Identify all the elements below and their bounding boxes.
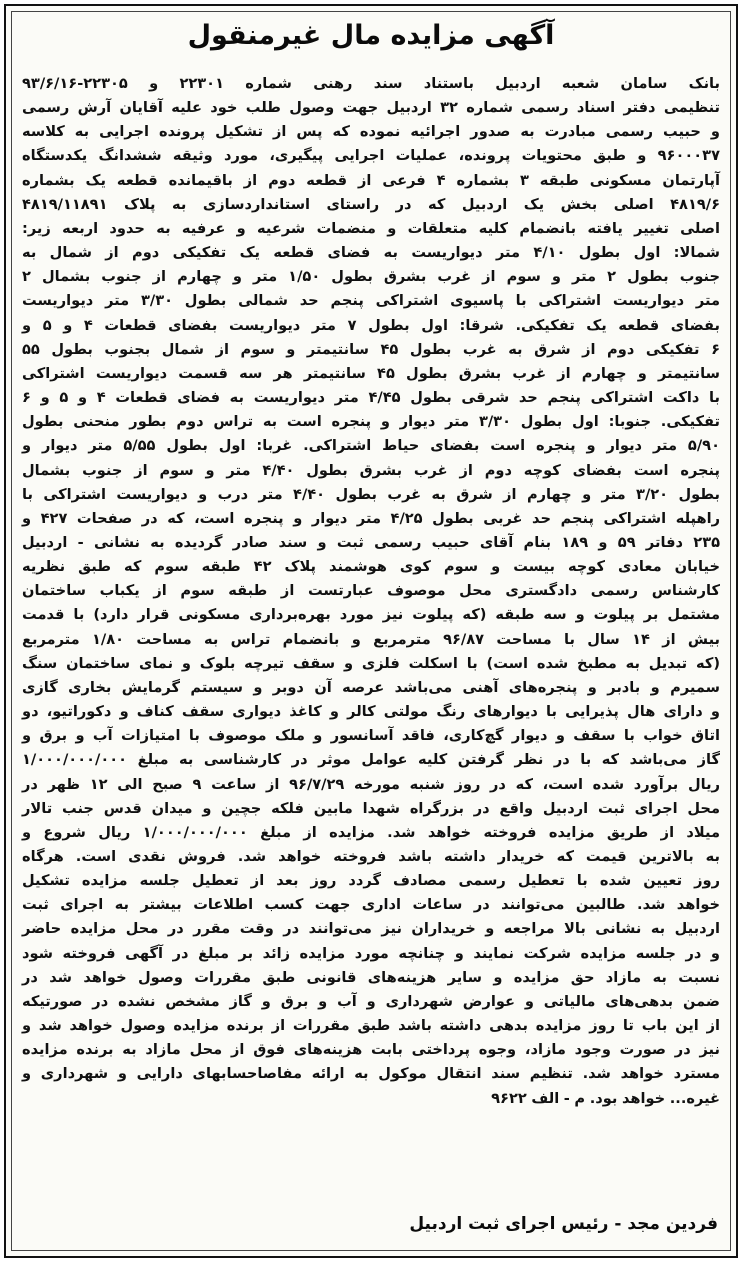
body-line: مسترد خواهد شد. تنظیم سند انتقال موکول به ارائه مفاصاحسابهای دارایی و شهرداری و — [22, 1065, 720, 1083]
body-line: ۶ تفکیکی دوم از شرق به غرب بطول ۴۵ سانتیمتر و سوم از شمال بجنوب بطول ۵۵ — [22, 340, 721, 358]
body-line: ضمن بدهی‌های مالیاتی و عوارض شهرداری و آب و برق و گاز مشخص نشده در صورتیکه — [22, 992, 720, 1010]
body-line: ۵/۹۰ متر دیوار و پنجره است بفضای حیاط اشتراکی. غربا: اول بطول ۵/۵۵ متر دیوار و — [22, 437, 720, 455]
body-line: اتاق خواب با سقف و دیوار گچ‌کاری، فاقد آسانسور و ملک موصوف با امتیازات آب و برق و — [22, 727, 720, 745]
body-line: ریال برآورد شده است، که در روز شنبه مورخه ۹۶/۷/۲۹ از ساعت ۹ صبح الی ۱۲ ظهر در — [22, 775, 720, 793]
notice-body — [22, 72, 720, 1111]
body-line: سمیرم و بادبر و پنجره‌های آهنی می‌باشد عرصه آن دوبر و سیستم گرمایش بخاری گازی — [22, 678, 720, 696]
notice-frame — [4, 4, 738, 1258]
body-line: جنوب بطول ۲ متر و سوم از غرب بشرق بطول ۱/۵۰ متر و چهارم از جنوب بشمال ۲ — [22, 268, 720, 286]
signature: فردین مجد - رئیس اجرای ثبت اردبیل — [409, 1214, 718, 1234]
body-line: غیره... خواهد بود. م - الف ۹۶۲۲ — [491, 1089, 720, 1107]
body-line: به بالاترین قیمت که خریدار داشته باشد فروخته خواهد شد. فروش نقدی است. هرگاه — [22, 848, 720, 865]
body-line: و در جلسه مزایده شرکت نمایند و چنانچه مورد مزایده زائد بر مبلغ در آگهی فروخته شود — [22, 944, 720, 962]
body-line: اردبیل به نشانی بالا مراجعه و خریداران نیز می‌توانند در وقت مقرر در محل مزایده حاضر — [22, 920, 720, 938]
body-line: خواهد شد. طالبین می‌توانند در ساعات اداری جهت کسب اطلاعات بیشتر به اجرای ثبت — [22, 896, 720, 914]
body-line: از این باب تا روز مزایده بدهی داشته باشد طبق مقررات از برنده مزایده وصول خواهد شد و — [22, 1017, 720, 1035]
body-line: تفکیکی. جنوبا: اول بطول ۳/۳۰ متر دیوار و پنجره است به تراس دوم بطور منحنی بطول — [22, 413, 720, 431]
body-line: روز تعیین شده با تعطیل رسمی مصادف گردد روز بعد از تعطیل جلسه مزایده تشکیل — [22, 872, 720, 890]
body-line: متر دیواریست اشتراکی با پاسیوی اشتراکی پنجم حد شمالی بطول ۳/۳۰ متر دیواریست — [22, 292, 720, 310]
body-line: بطول ۳/۲۰ متر و چهارم از شرق به غرب بطول ۴/۴۰ متر درب و دیواریست اشتراکی با — [22, 485, 721, 503]
body-line: اصلی تغییر یافته بانضمام کلیه متعلقات و منضمات شرعیه و عرفیه به حدود اربعه زیر: — [22, 219, 720, 237]
body-line: محل اجرای ثبت اردبیل واقع در بزرگراه شهدا مابین فلکه جچین و میدان قدس جنب تالار — [22, 799, 720, 817]
body-line: آپارتمان مسکونی طبقه ۳ بشماره ۴ فرعی از قطعه دوم از باقیمانده قطعه یک بشماره — [22, 171, 720, 189]
body-line: با داکت اشتراکی پنجم حد شرقی بطول ۴/۴۵ متر دیواریست به فضای قطعات ۴ و ۵ و ۶ — [22, 389, 720, 407]
body-line: راهپله اشتراکی پنجم حد غربی بطول ۴/۲۵ متر دیوار و پنجره است، که در صفحات ۴۲۷ و — [22, 509, 721, 527]
body-line: ۹۶۰۰۰۳۷ و طبق محتویات پرونده، عملیات اجرایی پیگیری، مورد وثیقه ششدانگ یکدستگاه — [22, 147, 720, 165]
body-line: و دارای هال پذیرایی با دیوارهای رنگ مولتی کالر و کاغذ دیواری سقف کناف و دکوراتیو، دو — [22, 703, 720, 721]
body-line: بیش از ۱۴ سال با مساحت ۹۶/۸۷ مترمربع و بانضمام تراس به مساحت ۱/۸۰ مترمربع — [22, 630, 721, 648]
notice-title: آگهی مزایده مال غیرمنقول — [187, 20, 555, 51]
body-line: میلاد از طریق مزایده فروخته خواهد شد. مزایده از مبلغ ۱/۰۰۰/۰۰۰/۰۰۰ ریال شروع و — [22, 823, 720, 841]
body-line: گاز می‌باشد که با در نظر گرفتن کلیه عوامل موثر در کارشناسی به مبلغ ۱/۰۰۰/۰۰۰/۰۰۰ — [22, 751, 720, 769]
body-line: بفضای قطعه یک تفکیکی. شرقا: اول بطول ۷ متر دیواریست بفضای قطعات ۴ و ۵ و — [22, 316, 720, 334]
body-line: ۲۳۵ دفاتر ۵۹ و ۱۸۹ بنام آقای حبیب رسمی ثبت و سند صادر گردیده به نشانی - اردبیل — [22, 533, 721, 551]
body-line: پنجره است بفضای کوچه دوم از غرب بشرق بطول ۴/۴۰ متر و سوم از جنوب بشمال — [22, 461, 720, 479]
body-line: تنظیمی دفتر اسناد رسمی شماره ۳۲ اردبیل جهت وصول طلب خود علیه آقایان آرش رسمی — [22, 99, 721, 117]
body-line: مشتمل بر پیلوت و سه طبقه (که پیلوت نیز مورد بهره‌برداری مسکونی قرار دارد) با قدمت — [22, 606, 720, 624]
body-line: و حبیب رسمی مبادرت به صدور اجرائیه نموده که پس از تشکیل پرونده اجرایی به کلاسه — [22, 123, 720, 141]
body-line: خیابان معادی کوچه بیست و سوم کوی هوشمند پلاک ۴۲ طبقه سوم که طبق نظریه — [22, 558, 720, 576]
body-line: کارشناس رسمی دادگستری محل موصوف عبارتست از طبقه سوم از یکباب ساختمان — [22, 582, 720, 600]
body-line: نسبت به مازاد حق مزایده و سایر هزینه‌های قانونی طبق مقررات وصول خواهد شد در — [22, 968, 720, 986]
body-line: (که تبدیل به مطبخ شده است) با اسکلت فلزی و سقف تیرچه بلوک و نمای ساختمان سنگ — [22, 654, 720, 672]
body-line: بانک سامان شعبه اردبیل باستناد سند رهنی شماره ۲۲۳۰۱ و ۲۲۳۰۵-۹۳/۶/۱۶ — [22, 75, 721, 92]
body-line: سانتیمتر و چهارم از غرب بشرق بطول ۴۵ سانتیمتر هر سه قسمت دیواریست اشتراکی — [22, 364, 720, 382]
body-line: شمالا: اول بطول ۴/۱۰ متر دیواریست به فضای قطعه یک تفکیکی دوم از شمال به — [22, 244, 720, 262]
body-line: نیز در صورت وجود مازاد، وجوه پرداختی بابت هزینه‌های فوق از محل مازاد به برنده مزایده — [22, 1041, 720, 1059]
body-line: ۴۸۱۹/۶ اصلی بخش یک اردبیل که در راستای استانداردسازی به پلاک ۴۸۱۹/۱۱۸۹۱ — [22, 195, 720, 213]
